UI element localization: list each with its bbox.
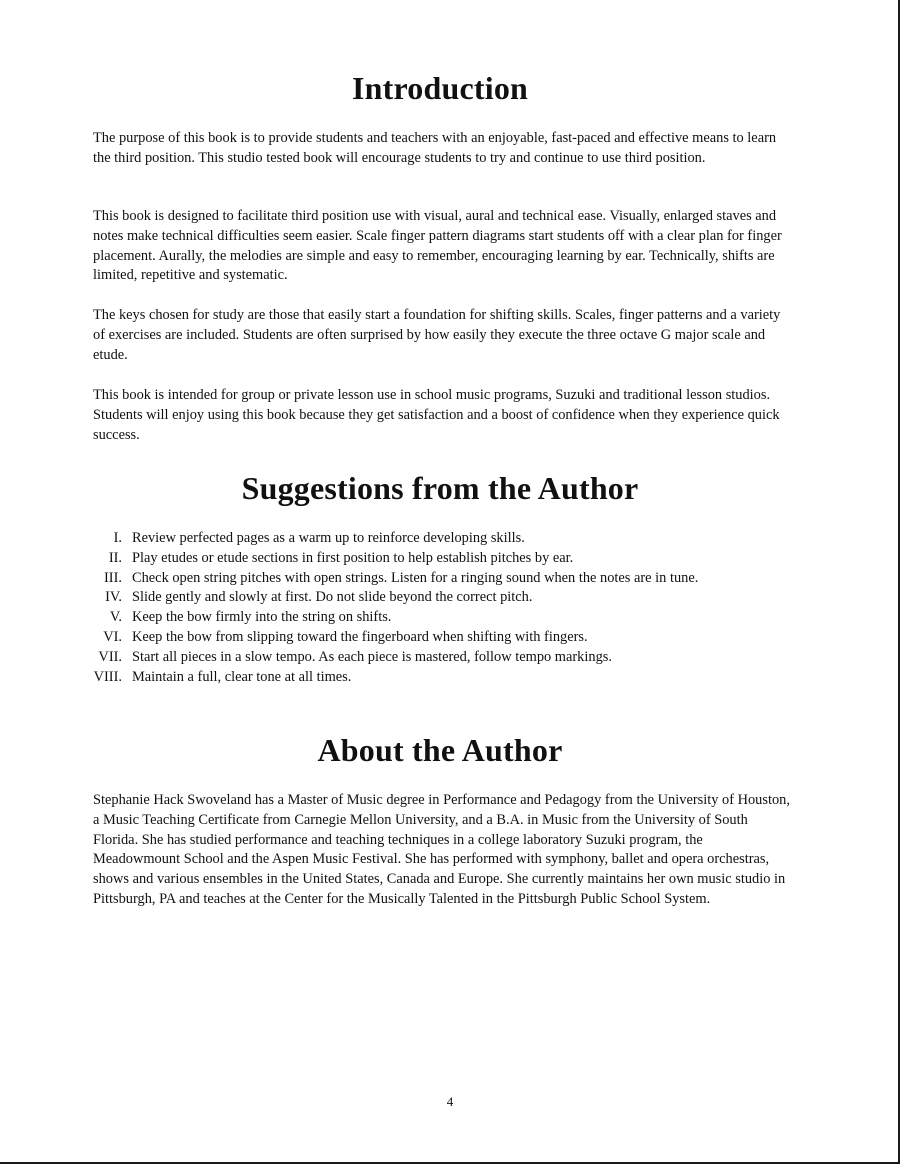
list-item-number: II. [108,549,122,566]
list-item-text: Maintain a full, clear tone at all times. [132,668,352,685]
introduction-paragraph: This book is designed to facilitate third position use with visual, aural and technical ease. Visually, enlarged staves and notes make technical difficulties seem easier. Scale finger pattern diagrams start students off with a clear plan for finger placement. Aurally, the melodies are simple and easy to remember, encouraging learning by ear. Technically, shifts are limited, repetitive and systematic. [93,208,782,284]
list-item [80,608,760,628]
list-item-text: Start all pieces in a slow tempo. As each piece is mastered, follow tempo markings. [132,648,612,665]
about-heading: About the Author [317,732,563,768]
list-item [80,628,760,648]
list-item-text: Play etudes or etude sections in first position to help establish pitches by ear. [132,549,574,566]
suggestions-list [80,529,760,687]
list-item [80,648,760,668]
list-item-text: Keep the bow from slipping toward the fingerboard when shifting with fingers. [132,628,588,645]
introduction-paragraph: The keys chosen for study are those that easily start a foundation for shifting skills. Scales, finger patterns and a variety of exercises are included. Students are often surprised by how easily they execute the three octave G major scale and etude. [93,307,781,363]
list-item-text: Review perfected pages as a warm up to reinforce developing skills. [132,530,525,546]
list-item-number: III. [104,569,122,586]
list-item-number: VI. [103,628,122,645]
list-item-text: Slide gently and slowly at first. Do not slide beyond the correct pitch. [132,589,533,606]
page-number: 4 [446,1094,454,1109]
introduction-paragraph: This book is intended for group or private lesson use in school music programs, Suzuki and traditional lesson studios. Students will enjoy using this book because they get satisfaction and a boost of confidence when they experience quick success. [93,387,780,443]
list-item [80,569,760,589]
suggestions-heading: Suggestions from the Author [241,470,639,506]
list-item-number: V. [109,609,122,626]
list-item-number: IV. [105,589,122,606]
list-item [80,529,760,549]
about-paragraph: Stephanie Hack Swoveland has a Master of Music degree in Performance and Pedagogy from the University of Houston, a Music Teaching Certificate from Carnegie Mellon University, and a B.A. in Music from the University of South Florida. She has studied performance and teaching techniques in a college laboratory Suzuki program, the Meadowmount School and the Aspen Music Festival. She has performed with symphony, ballet and opera orchestras, shows and various ensembles in the United States, Canada and Europe. She currently maintains her own music studio in Pittsburgh, PA and teaches at the Center for the Musically Talented in the Pittsburgh Public School System. [93,792,790,907]
list-item-text: Keep the bow firmly into the string on shifts. [132,609,392,626]
list-item-number: VII. [98,648,122,665]
list-item-number: I. [113,530,122,546]
list-item [80,588,760,608]
introduction-heading: Introduction [351,70,529,106]
list-item [80,668,760,688]
list-item-text: Check open string pitches with open strings. Listen for a ringing sound when the notes are in tune. [132,569,699,586]
list-item [80,549,760,569]
list-item-number: VIII. [93,668,122,685]
introduction-paragraph: The purpose of this book is to provide students and teachers with an enjoyable, fast-paced and effective means to learn the third position. This studio tested book will encourage students to try and continue to use third position. [93,130,777,166]
